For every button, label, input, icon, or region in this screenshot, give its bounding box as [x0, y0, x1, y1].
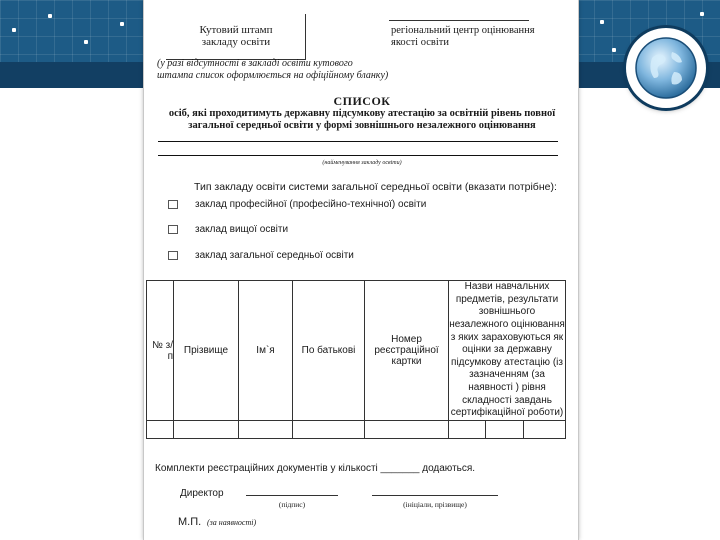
addressee: регіональний центр оцінювання якості освіти [391, 25, 535, 48]
table-row [147, 421, 566, 439]
table-header-row [147, 281, 566, 421]
column-patronymic: По батькові [293, 281, 365, 421]
signature-caption: (підпис) [278, 500, 306, 509]
table-cell[interactable] [293, 421, 365, 439]
banner-decoration [84, 40, 88, 44]
column-subjects: Назви навчальних предметів, результати зовнішнього незалежного оцінювання з яких зараховуються як оцінки за державну підсумкову атестацію (із зазначенням (за наявності ) рівня складності завдань сертифікаційної роботи) [449, 281, 566, 421]
document-page [143, 0, 579, 540]
institution-caption: (найменування закладу освіти) [322, 160, 402, 166]
signature-line [246, 495, 338, 496]
seal-label: М.П. [178, 516, 202, 528]
table-cell[interactable] [486, 421, 524, 439]
banner-decoration [612, 48, 616, 52]
globe-icon [626, 28, 706, 108]
banner-decoration [120, 22, 124, 26]
table-cell[interactable] [174, 421, 239, 439]
option-label: заклад загальної середньої освіти [195, 250, 354, 261]
option-label: заклад вищої освіти [195, 224, 289, 235]
table-cell[interactable] [365, 421, 449, 439]
students-table [146, 280, 566, 439]
banner-decoration [12, 28, 16, 32]
checkbox[interactable] [168, 251, 178, 260]
column-number: № з/п [147, 281, 174, 421]
table-cell[interactable] [239, 421, 293, 439]
option-label: заклад професійної (професійно-технічної) освіти [195, 199, 427, 210]
banner-decoration [600, 20, 604, 24]
stamp-note: (у разі відсутності в закладі освіти кутового штампа список оформлюється на офіційному бланку) [157, 58, 389, 81]
corner-stamp-text: Кутовий штамп закладу освіти [199, 24, 273, 48]
table-cell[interactable] [524, 421, 566, 439]
document-subtitle: осіб, які проходитимуть державну підсумкову атестацію за освітній рівень повної загальної середньої освіти у формі зовнішнього незалежного оцінювання [168, 108, 556, 131]
institution-line [158, 155, 558, 156]
document-title: СПИСОК [333, 94, 391, 108]
table-cell[interactable] [449, 421, 486, 439]
name-line [372, 495, 498, 496]
seal-note: (за наявності) [207, 518, 257, 527]
addressee-line [389, 20, 529, 21]
institution-line [158, 141, 558, 142]
name-caption: (ініціали, прізвище) [403, 500, 467, 509]
column-surname: Прізвище [174, 281, 239, 421]
banner-decoration [700, 12, 704, 16]
table-cell[interactable] [147, 421, 174, 439]
checkbox[interactable] [168, 200, 178, 209]
column-name: Ім`я [239, 281, 293, 421]
institution-type-heading: Тип закладу освіти системи загальної середньої освіти (вказати потрібне): [194, 181, 557, 193]
corner-stamp-box [166, 14, 306, 60]
column-registration-card: Номер реєстраційної картки [365, 281, 449, 421]
documents-count-line: Комплекти реєстраційних документів у кількості _______ додаються. [155, 463, 476, 474]
banner-decoration [48, 14, 52, 18]
checkbox[interactable] [168, 225, 178, 234]
director-label: Директор [180, 488, 224, 499]
